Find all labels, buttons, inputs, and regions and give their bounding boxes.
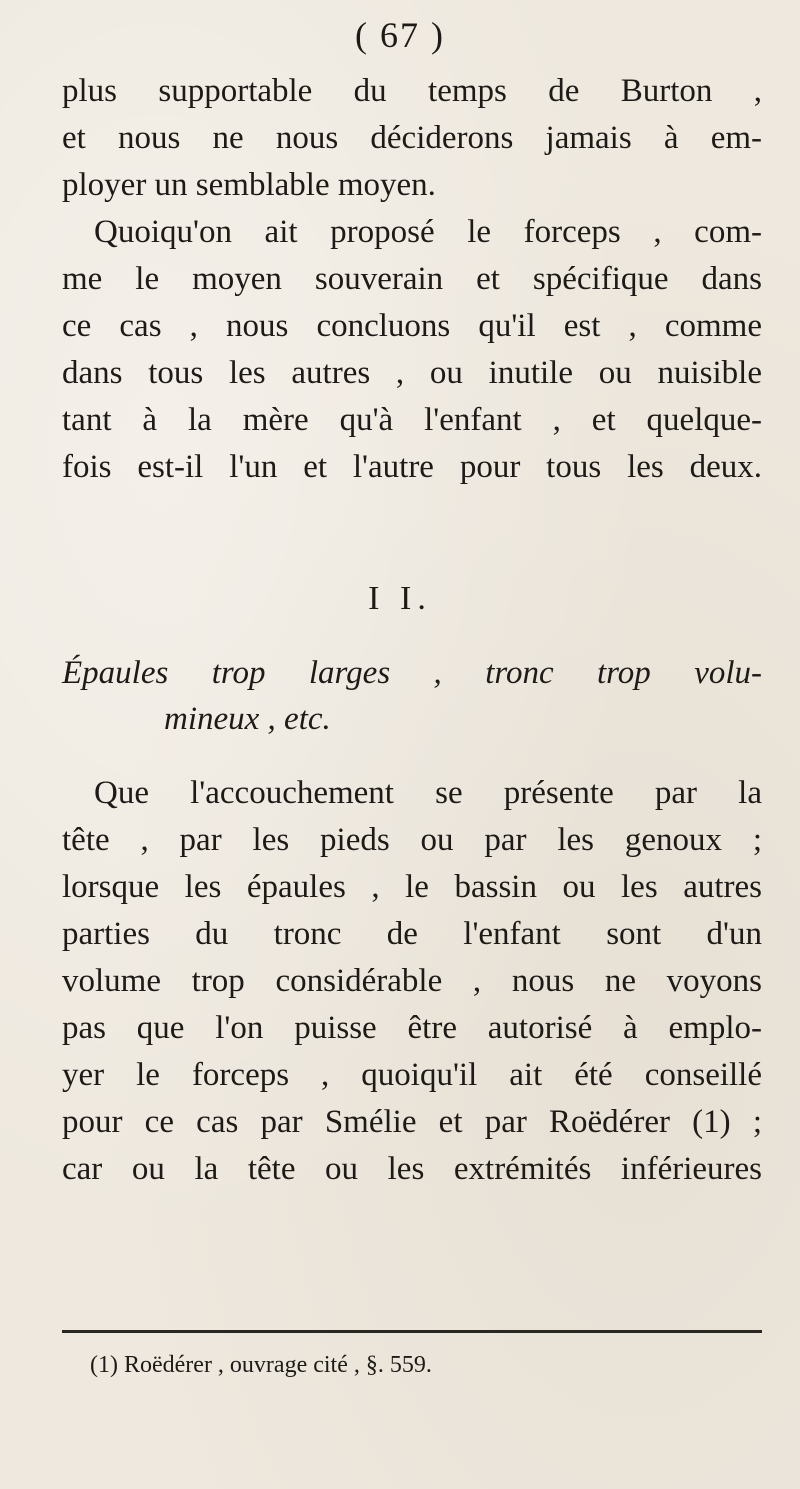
text-line: plus supportable du temps de Burton ,	[62, 73, 762, 109]
text-line: dans tous les autres , ou inutile ou nuisible	[62, 355, 762, 391]
text-line: pas que l'on puisse être autorisé à emplo-	[62, 1010, 762, 1046]
text-line: lorsque les épaules , le bassin ou les autres	[62, 869, 762, 905]
footnote-divider	[62, 1330, 762, 1333]
paragraph-1	[62, 68, 762, 209]
text-line: ployer un semblable moyen.	[62, 167, 436, 203]
text-line: yer le forceps , quoiqu'il ait été conseillé	[62, 1057, 762, 1093]
text-line: tête , par les pieds ou par les genoux ;	[62, 822, 762, 858]
heading-line: Épaules trop larges , tronc trop volu-	[62, 655, 762, 691]
paragraph-3	[62, 770, 762, 1193]
text-line: ce cas , nous concluons qu'il est , comme	[62, 308, 762, 344]
section-heading	[62, 650, 762, 742]
text-line: me le moyen souverain et spécifique dans	[62, 261, 762, 297]
text-line: Quoiqu'on ait proposé le forceps , com-	[94, 214, 762, 250]
text-line: fois est-il l'un et l'autre pour tous les deux.	[62, 449, 762, 485]
section-number: I I.	[368, 580, 432, 617]
paragraph-2	[62, 209, 762, 491]
text-line: pour ce cas par Smélie et par Roëdérer (1) ;	[62, 1104, 762, 1140]
text-line: Que l'accouchement se présente par la	[94, 775, 762, 811]
heading-line: mineux , etc.	[164, 701, 331, 737]
text-line: parties du tronc de l'enfant sont d'un	[62, 916, 762, 952]
page-number: ( 67 )	[355, 15, 445, 55]
text-line: car ou la tête ou les extrémités inférieures	[62, 1151, 762, 1187]
footnote: (1) Roëdérer , ouvrage cité , §. 559.	[90, 1352, 432, 1378]
text-line: tant à la mère qu'à l'enfant , et quelque-	[62, 402, 762, 438]
text-line: volume trop considérable , nous ne voyons	[62, 963, 762, 999]
text-line: et nous ne nous déciderons jamais à em-	[62, 120, 762, 156]
